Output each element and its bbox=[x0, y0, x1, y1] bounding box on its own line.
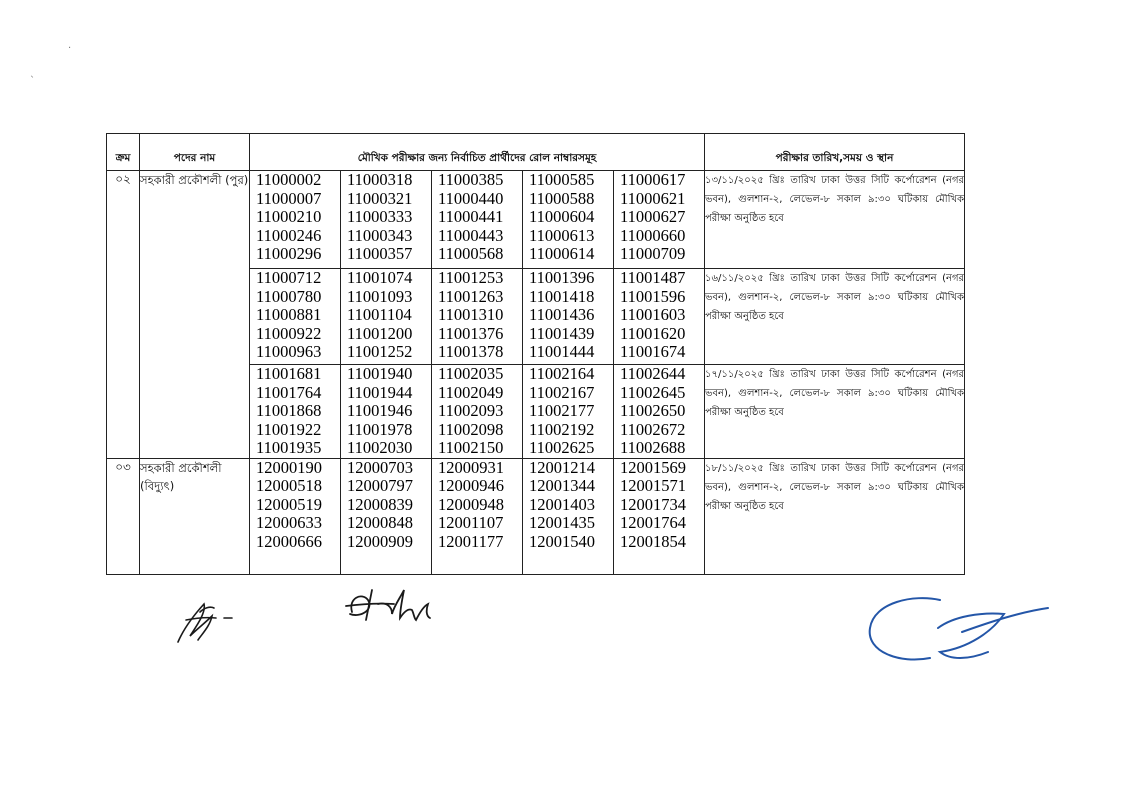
roll-number: 11001868 bbox=[256, 401, 322, 420]
schedule-cell: ১৬/১১/২০২৫ খ্রিঃ তারিখ ঢাকা উত্তর সিটি কর্পোরেশন (নগর ভবন), গুলশান-২, লেভেল-৮ সকাল ৯:৩০ ঘটিকায় মৌখিক পরীক্ষা অনুষ্ঠিত হবে bbox=[705, 269, 965, 365]
roll-number: 12000909 bbox=[347, 531, 413, 551]
roll-number-table bbox=[106, 133, 965, 575]
roll-column-cell bbox=[250, 365, 341, 459]
roll-number: 11001310 bbox=[438, 305, 504, 324]
header-post-name: পদের নাম bbox=[140, 134, 250, 171]
roll-number: 11002645 bbox=[620, 382, 686, 402]
roll-number: 11001944 bbox=[347, 382, 413, 402]
signature-1 bbox=[178, 604, 232, 642]
roll-number: 11001378 bbox=[438, 342, 504, 361]
roll-number: 11001439 bbox=[529, 323, 595, 343]
roll-number: 12000519 bbox=[256, 494, 322, 514]
roll-column-cell bbox=[614, 171, 705, 269]
header-roll-numbers: মৌখিক পরীক্ষার জন্য নির্বাচিত প্রার্থীদের রোল নাম্বারসমূহ bbox=[250, 134, 705, 171]
roll-number: 11000568 bbox=[438, 244, 504, 263]
schedule-cell: ১৮/১১/২০২৫ খ্রিঃ তারিখ ঢাকা উত্তর সিটি কর্পোরেশন (নগর ভবন), গুলশান-২, লেভেল-৮ সকাল ৯:৩০ ঘটিকায় মৌখিক পরীক্ষা অনুষ্ঠিত হবে bbox=[705, 458, 965, 574]
roll-number: 12001403 bbox=[529, 494, 595, 514]
roll-number: 11002093 bbox=[438, 401, 504, 420]
header-serial: ক্রম bbox=[107, 134, 140, 171]
roll-number: 11002035 bbox=[438, 364, 504, 383]
roll-number: 12000848 bbox=[347, 513, 413, 532]
serial-cell: ০৩ bbox=[107, 458, 140, 574]
signatures-area bbox=[0, 570, 1123, 680]
signature-2 bbox=[346, 590, 430, 620]
roll-column-cell bbox=[614, 365, 705, 459]
roll-number: 11001396 bbox=[529, 268, 595, 287]
roll-number: 12001854 bbox=[620, 531, 686, 551]
roll-number: 11000712 bbox=[256, 268, 322, 287]
roll-number: 12000931 bbox=[438, 457, 504, 477]
roll-number: 12001734 bbox=[620, 494, 686, 514]
post-name-cell: সহকারী প্রকৌশলী (পুর) bbox=[140, 171, 250, 459]
roll-number: 11002644 bbox=[620, 364, 686, 383]
roll-number: 12000797 bbox=[347, 476, 413, 495]
header-schedule: পরীক্ষার তারিখ,সময় ও স্থান bbox=[705, 134, 965, 171]
roll-column-cell bbox=[523, 365, 614, 459]
roll-number: 11000318 bbox=[347, 170, 413, 189]
roll-number: 11001935 bbox=[256, 438, 322, 457]
roll-number: 11000621 bbox=[620, 188, 686, 208]
roll-number: 12001569 bbox=[620, 457, 686, 477]
roll-number: 11001093 bbox=[347, 286, 413, 306]
schedule-cell: ১৭/১১/২০২৫ খ্রিঃ তারিখ ঢাকা উত্তর সিটি কর্পোরেশন (নগর ভবন), গুলশান-২, লেভেল-৮ সকাল ৯:৩০ ঘটিকায় মৌখিক পরীক্ষা অনুষ্ঠিত হবে bbox=[705, 365, 965, 459]
roll-number: 12001107 bbox=[438, 513, 504, 532]
roll-number: 11001620 bbox=[620, 323, 686, 343]
roll-number: 11000613 bbox=[529, 225, 595, 245]
post-name-cell: সহকারী প্রকৌশলী (বিদ্যুৎ) bbox=[140, 458, 250, 574]
roll-number: 11002030 bbox=[347, 438, 413, 457]
roll-number: 11000321 bbox=[347, 188, 413, 208]
roll-number: 11002625 bbox=[529, 438, 595, 457]
roll-number: 11000343 bbox=[347, 225, 413, 245]
schedule-cell: ১৩/১১/২০২৫ খ্রিঃ তারিখ ঢাকা উত্তর সিটি কর্পোরেশন (নগর ভবন), গুলশান-২, লেভেল-৮ সকাল ৯:৩০ ঘটিকায় মৌখিক পরীক্ষা অনুষ্ঠিত হবে bbox=[705, 171, 965, 269]
roll-number: 11000210 bbox=[256, 207, 322, 226]
roll-number: 12001571 bbox=[620, 476, 686, 495]
roll-number: 11002650 bbox=[620, 401, 686, 420]
roll-number: 12000190 bbox=[256, 457, 322, 477]
roll-number: 12000666 bbox=[256, 531, 322, 551]
roll-number: 12000839 bbox=[347, 494, 413, 514]
roll-column-cell bbox=[432, 458, 523, 574]
roll-number: 11000585 bbox=[529, 170, 595, 189]
roll-number: 11001681 bbox=[256, 364, 322, 383]
roll-number: 11001418 bbox=[529, 286, 595, 306]
roll-number: 11002150 bbox=[438, 438, 504, 457]
roll-column-cell bbox=[250, 269, 341, 365]
signature-3 bbox=[870, 598, 1048, 659]
roll-number: 11001596 bbox=[620, 286, 686, 306]
roll-number: 12000946 bbox=[438, 476, 504, 495]
roll-number: 12001344 bbox=[529, 476, 595, 495]
roll-number: 11001074 bbox=[347, 268, 413, 287]
roll-column-cell bbox=[432, 171, 523, 269]
roll-number: 11002049 bbox=[438, 382, 504, 402]
roll-number: 11000963 bbox=[256, 342, 322, 361]
roll-number: 11001200 bbox=[347, 323, 413, 343]
roll-number: 11001252 bbox=[347, 342, 413, 361]
roll-number: 11000007 bbox=[256, 188, 322, 208]
roll-column-cell bbox=[614, 269, 705, 365]
roll-number: 11001444 bbox=[529, 342, 595, 361]
roll-number: 11000588 bbox=[529, 188, 595, 208]
roll-number: 11000333 bbox=[347, 207, 413, 226]
roll-column-cell bbox=[341, 365, 432, 459]
roll-column-cell bbox=[432, 365, 523, 459]
roll-number: 11000617 bbox=[620, 170, 686, 189]
roll-number: 11002192 bbox=[529, 419, 595, 439]
roll-number: 11001922 bbox=[256, 419, 322, 439]
roll-column-cell bbox=[523, 171, 614, 269]
scan-speck: ˎ bbox=[30, 67, 35, 78]
serial-cell: ০২ bbox=[107, 171, 140, 459]
roll-number: 11002688 bbox=[620, 438, 686, 457]
roll-number: 11000660 bbox=[620, 225, 686, 245]
roll-number: 11000922 bbox=[256, 323, 322, 343]
roll-number: 12000518 bbox=[256, 476, 322, 495]
roll-number: 11002164 bbox=[529, 364, 595, 383]
roll-number: 11001253 bbox=[438, 268, 504, 287]
roll-number: 11001946 bbox=[347, 401, 413, 420]
roll-number: 12000703 bbox=[347, 457, 413, 477]
roll-number: 11000441 bbox=[438, 207, 504, 226]
roll-number: 11002167 bbox=[529, 382, 595, 402]
roll-number: 12000633 bbox=[256, 513, 322, 532]
roll-column-cell bbox=[341, 458, 432, 574]
roll-number: 11000440 bbox=[438, 188, 504, 208]
roll-number: 11000614 bbox=[529, 244, 595, 263]
roll-number: 11000709 bbox=[620, 244, 686, 263]
roll-number: 11001674 bbox=[620, 342, 686, 361]
roll-number: 12000948 bbox=[438, 494, 504, 514]
roll-block-row bbox=[107, 458, 965, 574]
roll-number: 11001603 bbox=[620, 305, 686, 324]
table-header-row bbox=[107, 134, 965, 171]
roll-column-cell bbox=[523, 458, 614, 574]
roll-number: 11001978 bbox=[347, 419, 413, 439]
roll-number: 12001764 bbox=[620, 513, 686, 532]
roll-column-cell bbox=[341, 171, 432, 269]
roll-number: 11000443 bbox=[438, 225, 504, 245]
roll-number: 11001436 bbox=[529, 305, 595, 324]
roll-number: 11000357 bbox=[347, 244, 413, 263]
roll-number: 12001177 bbox=[438, 531, 504, 551]
roll-number: 11000002 bbox=[256, 170, 322, 189]
roll-number: 11001104 bbox=[347, 305, 412, 324]
roll-number: 11001376 bbox=[438, 323, 504, 343]
roll-number: 11001764 bbox=[256, 382, 322, 402]
table-body bbox=[107, 171, 965, 575]
roll-number: 11000385 bbox=[438, 170, 504, 189]
roll-number: 11002098 bbox=[438, 419, 504, 439]
roll-number: 11000881 bbox=[256, 305, 322, 324]
roll-number: 11000604 bbox=[529, 207, 595, 226]
roll-column-cell bbox=[341, 269, 432, 365]
roll-number: 12001540 bbox=[529, 531, 595, 551]
roll-number: 12001214 bbox=[529, 457, 595, 477]
roll-number: 11001940 bbox=[347, 364, 413, 383]
roll-block-row bbox=[107, 171, 965, 269]
roll-column-cell bbox=[250, 458, 341, 574]
roll-number: 11001487 bbox=[620, 268, 686, 287]
roll-number: 11000780 bbox=[256, 286, 322, 306]
roll-column-cell bbox=[523, 269, 614, 365]
roll-column-cell bbox=[432, 269, 523, 365]
roll-column-cell bbox=[614, 458, 705, 574]
roll-number: 11000627 bbox=[620, 207, 686, 226]
roll-column-cell bbox=[250, 171, 341, 269]
roll-number: 11002672 bbox=[620, 419, 686, 439]
roll-number: 12001435 bbox=[529, 513, 595, 532]
roll-number: 11001263 bbox=[438, 286, 504, 306]
roll-number: 11002177 bbox=[529, 401, 595, 420]
roll-number: 11000246 bbox=[256, 225, 322, 245]
scan-speck: · bbox=[68, 43, 72, 54]
roll-number: 11000296 bbox=[256, 244, 322, 263]
